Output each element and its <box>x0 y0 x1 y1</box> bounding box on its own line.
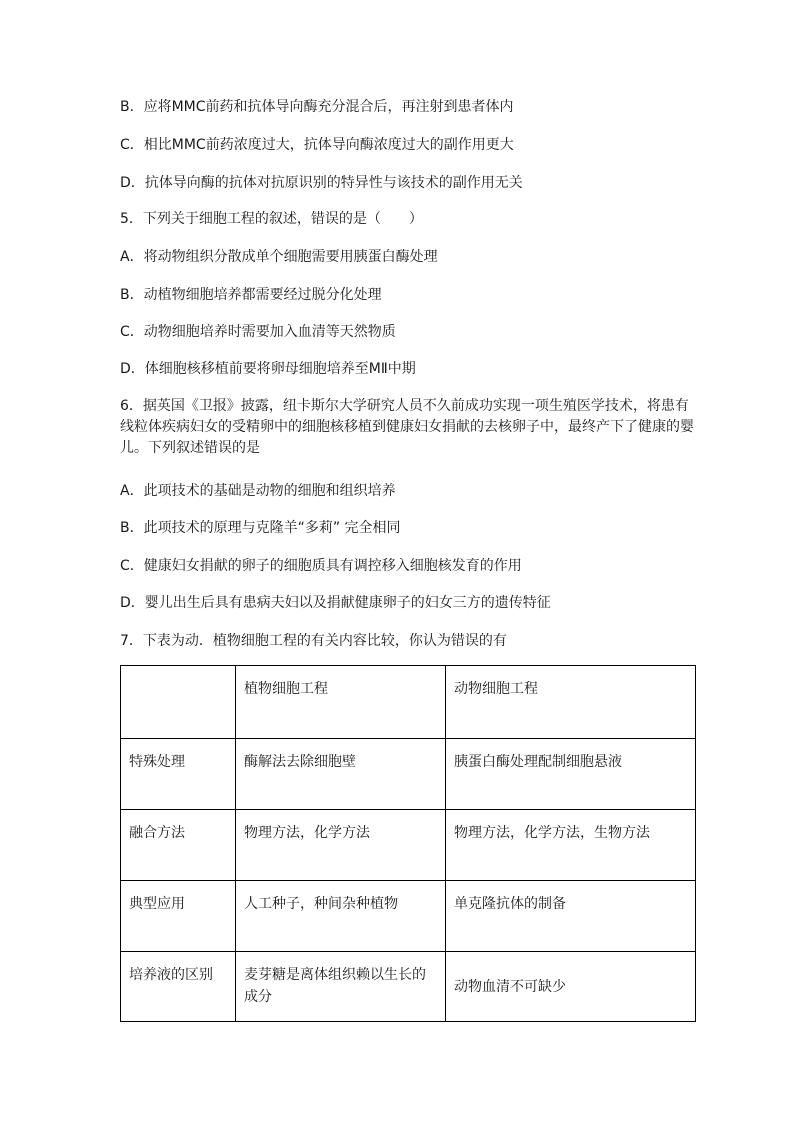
option-a-q6: A．此项技术的基础是动物的细胞和组织培养 <box>120 483 396 499</box>
option-b-q6: B．此项技术的原理与克隆羊“多莉” 完全相同 <box>120 520 401 536</box>
table-header-cell: 动物细胞工程 <box>446 666 696 739</box>
option-c-q4: C．相比MMC前药浓度过大，抗体导向酶浓度过大的副作用更大 <box>120 137 514 153</box>
option-d-q6: D．婴儿出生后具有患病夫妇以及捐献健康卵子的妇女三方的遗传特征 <box>120 595 551 611</box>
table-cell: 单克隆抗体的制备 <box>446 881 696 952</box>
table-cell: 人工种子，种间杂种植物 <box>236 881 446 952</box>
question-6: 6．据英国《卫报》披露，纽卡斯尔大学研究人员不久前成功实现一项生殖医学技术，将患有线粒体疾病妇女的受精卵中的细胞核移植到健康妇女捐献的去核卵子中，最终产下了健康的婴儿。下列叙述错误的是 <box>120 398 694 456</box>
table-cell: 培养液的区别 <box>121 952 236 1022</box>
table-cell: 典型应用 <box>121 881 236 952</box>
table-header-row <box>121 666 696 739</box>
table-row <box>121 739 696 810</box>
table-cell: 胰蛋白酶处理配制细胞悬液 <box>446 739 696 810</box>
table-cell: 物理方法，化学方法，生物方法 <box>446 810 696 881</box>
table-header-cell: 植物细胞工程 <box>236 666 446 739</box>
option-c-q6: C．健康妇女捐献的卵子的细胞质具有调控移入细胞核发育的作用 <box>120 558 522 574</box>
option-b-q5: B．动植物细胞培养都需要经过脱分化处理 <box>120 287 382 303</box>
table-header-cell <box>121 666 236 739</box>
table-cell: 麦芽糖是离体组织赖以生长的成分 <box>236 952 446 1022</box>
table-row <box>121 952 696 1022</box>
option-b-q4: B．应将MMC前药和抗体导向酶充分混合后，再注射到患者体内 <box>120 99 514 115</box>
table-cell: 融合方法 <box>121 810 236 881</box>
option-c-q5: C．动物细胞培养时需要加入血清等天然物质 <box>120 324 396 340</box>
option-d-q4: D．抗体导向酶的抗体对抗原识别的特异性与该技术的副作用无关 <box>120 175 523 191</box>
question-5: 5．下列关于细胞工程的叙述，错误的是（ ） <box>120 211 423 227</box>
comparison-table <box>120 665 696 1022</box>
table-cell: 动物血清不可缺少 <box>446 952 696 1022</box>
option-d-q5: D．体细胞核移植前要将卵母细胞培养至MⅡ中期 <box>120 361 416 377</box>
table-cell: 物理方法，化学方法 <box>236 810 446 881</box>
table-cell: 特殊处理 <box>121 739 236 810</box>
option-a-q5: A．将动物组织分散成单个细胞需要用胰蛋白酶处理 <box>120 249 438 265</box>
question-7: 7．下表为动．植物细胞工程的有关内容比较，你认为错误的有 <box>120 633 507 649</box>
table-row <box>121 810 696 881</box>
table-cell: 酶解法去除细胞壁 <box>236 739 446 810</box>
table-row <box>121 881 696 952</box>
